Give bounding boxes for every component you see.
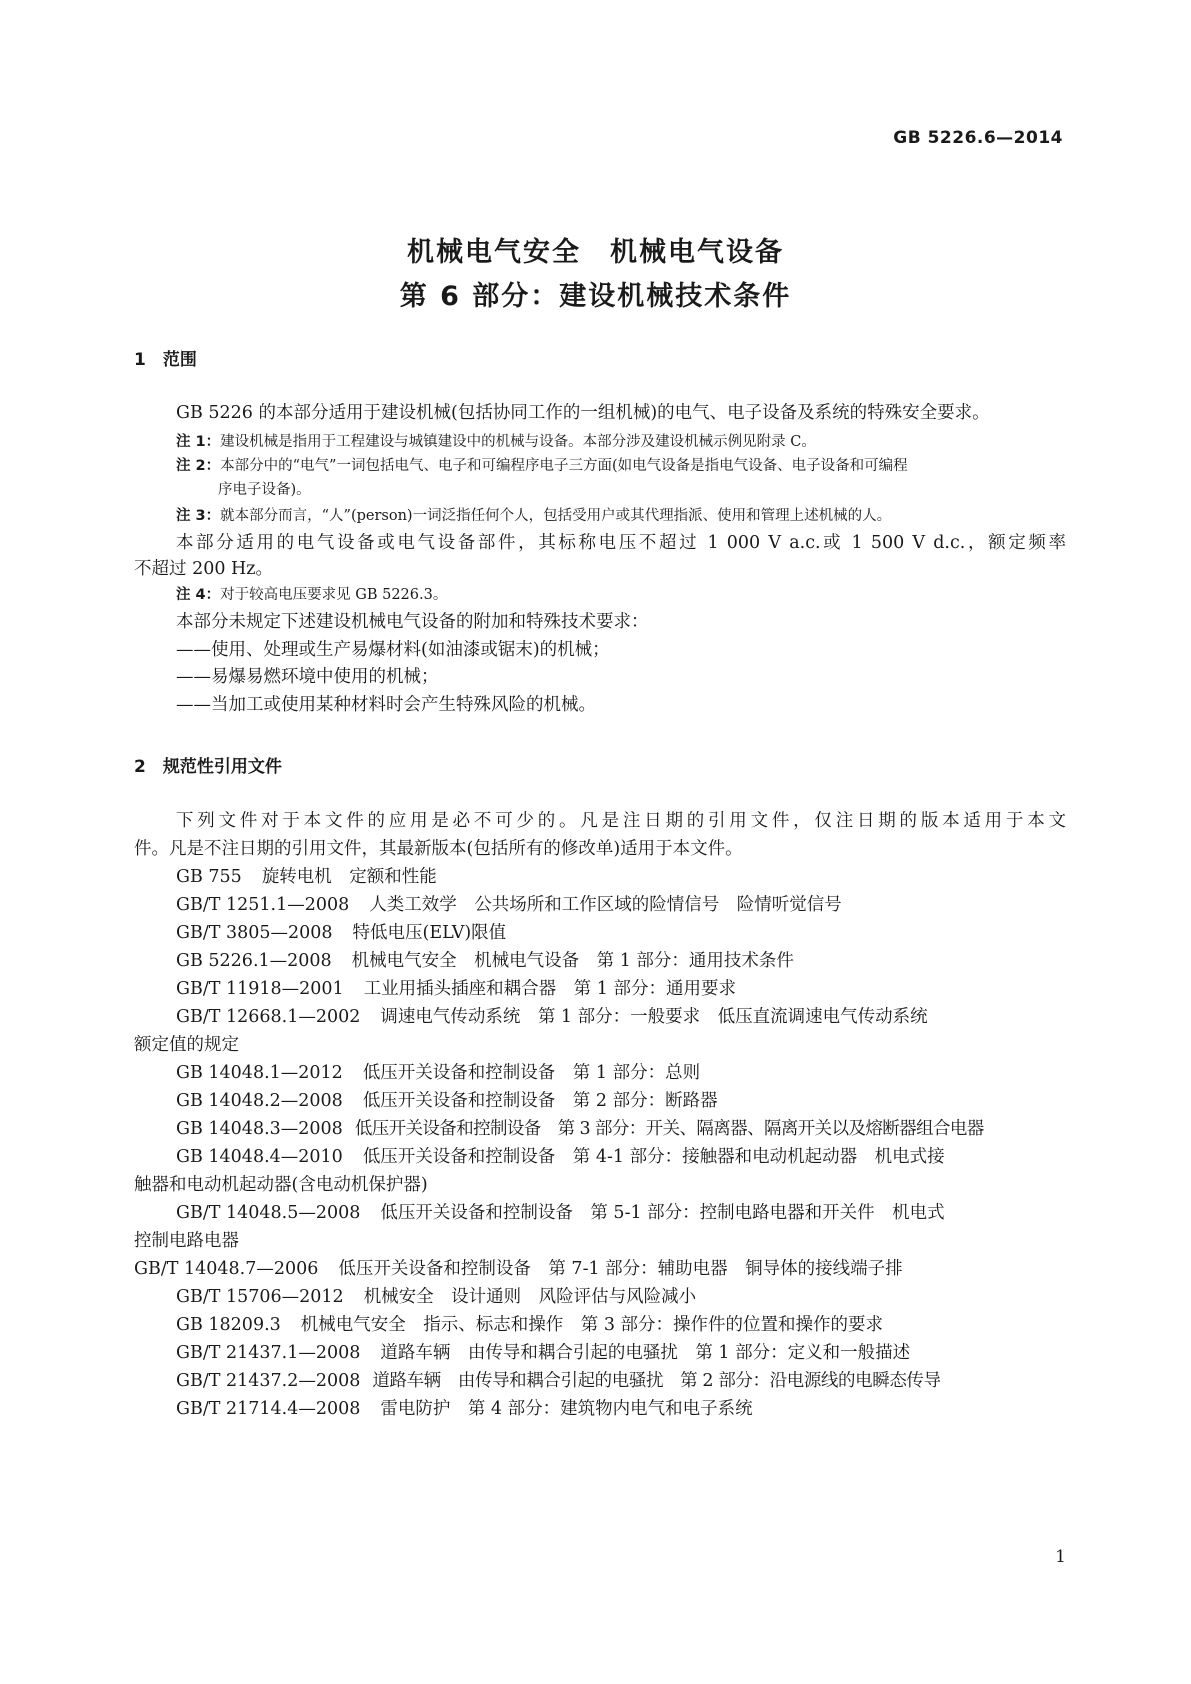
section-1-heading: 1 范围 xyxy=(134,350,197,370)
reference-item xyxy=(176,1060,1066,1086)
reference-item-continuation: 额定值的规定 xyxy=(134,1035,239,1055)
standard-code: GB 5226.6—2014 xyxy=(893,128,1063,148)
reference-title: 旋转电机 定额和性能 xyxy=(261,867,437,887)
reference-title: 机械电气安全 指示、标志和操作 第 3 部分：操作件的位置和操作的要求 xyxy=(300,1315,884,1335)
exclusion-intro: 本部分未规定下述建设机械电气设备的附加和特殊技术要求： xyxy=(176,612,649,632)
reference-title: 低压开关设备和控制设备 第 3 部分：开关、隔离器、隔离开关以及熔断器组合电器 xyxy=(354,1119,984,1139)
reference-code: GB 14048.2—2008 xyxy=(176,1091,343,1111)
document-title-line-2: 第 6 部分：建设机械技术条件 xyxy=(399,281,792,312)
reference-title: 特低电压(ELV)限值 xyxy=(352,923,507,943)
reference-item xyxy=(176,1284,1066,1310)
references-intro-line-1: 下列文件对于本文件的应用是必不可少的。凡是注日期的引用文件，仅注日期的版本适用于本文 xyxy=(176,811,1066,831)
reference-code: GB/T 14048.7—2006 xyxy=(134,1259,319,1279)
reference-title: 低压开关设备和控制设备 第 7-1 部分：辅助电器 铜导体的接线端子排 xyxy=(338,1259,903,1279)
page-number: 1 xyxy=(1055,1547,1066,1567)
reference-item xyxy=(176,892,1066,918)
note-4-text: 对于较高电压要求见 GB 5226.3。 xyxy=(220,587,448,603)
reference-code: GB/T 12668.1—2002 xyxy=(176,1007,361,1027)
reference-title: 道路车辆 由传导和耦合引起的电骚扰 第 2 部分：沿电源线的电瞬态传导 xyxy=(372,1371,941,1391)
note-1 xyxy=(176,431,1066,453)
note-2-text: 本部分中的“电气”一词包括电气、电子和可编程序电子三方面(如电气设备是指电气设备、电子设备和可编程 xyxy=(220,458,908,474)
reference-title: 低压开关设备和控制设备 第 2 部分：断路器 xyxy=(362,1091,718,1111)
reference-code: GB 5226.1—2008 xyxy=(176,951,332,971)
reference-code: GB 14048.1—2012 xyxy=(176,1063,343,1083)
note-3 xyxy=(176,505,1066,527)
reference-code: GB 14048.4—2010 xyxy=(176,1147,343,1167)
reference-title: 低压开关设备和控制设备 第 4-1 部分：接触器和电动机起动器 机电式接 xyxy=(362,1147,945,1167)
reference-title: 调速电气传动系统 第 1 部分：一般要求 低压直流调速电气传动系统 xyxy=(380,1007,928,1027)
reference-item xyxy=(176,1004,1066,1030)
reference-code: GB/T 21437.1—2008 xyxy=(176,1343,361,1363)
reference-item xyxy=(176,1340,1066,1366)
reference-title: 人类工效学 公共场所和工作区域的险情信号 险情听觉信号 xyxy=(369,895,842,915)
reference-code: GB/T 3805—2008 xyxy=(176,923,333,943)
scope-paragraph: GB 5226 的本部分适用于建设机械(包括协同工作的一组机械)的电气、电子设备及系统的特殊安全要求。 xyxy=(176,403,990,423)
reference-item xyxy=(176,1116,1066,1142)
exclusion-item-3: ——当加工或使用某种材料时会产生特殊风险的机械。 xyxy=(176,695,596,715)
note-2-continuation: 序电子设备)。 xyxy=(218,482,311,498)
note-3-text: 就本部分而言，“人”(person)一词泛指任何个人，包括受用户或其代理指派、使用和管理上述机械的人。 xyxy=(220,508,892,524)
note-4 xyxy=(176,584,1066,606)
note-1-label: 注 1： xyxy=(176,434,221,450)
reference-title: 机械电气安全 机械电气设备 第 1 部分：通用技术条件 xyxy=(351,951,794,971)
reference-item xyxy=(176,1396,1066,1422)
reference-item xyxy=(176,976,1066,1002)
reference-code: GB/T 15706—2012 xyxy=(176,1287,344,1307)
reference-item xyxy=(176,948,1066,974)
exclusion-item-1: ——使用、处理或生产易爆材料(如油漆或锯末)的机械； xyxy=(176,640,610,660)
section-2-heading: 2 规范性引用文件 xyxy=(134,757,282,777)
reference-code: GB/T 1251.1—2008 xyxy=(176,895,350,915)
reference-item xyxy=(176,1144,1066,1170)
reference-title: 低压开关设备和控制设备 第 1 部分：总则 xyxy=(362,1063,701,1083)
reference-code: GB 14048.3—2008 xyxy=(176,1119,343,1139)
reference-item-continuation: 控制电路电器 xyxy=(134,1231,239,1251)
note-2-label: 注 2： xyxy=(176,458,221,474)
reference-title: 道路车辆 由传导和耦合引起的电骚扰 第 1 部分：定义和一般描述 xyxy=(380,1343,911,1363)
reference-item xyxy=(176,1088,1066,1114)
reference-code: GB/T 11918—2001 xyxy=(176,979,344,999)
reference-title: 工业用插头插座和耦合器 第 1 部分：通用要求 xyxy=(363,979,736,999)
reference-item xyxy=(176,864,1066,890)
reference-item xyxy=(176,920,1066,946)
reference-item xyxy=(176,1200,1066,1226)
document-title-line-1: 机械电气安全 机械电气设备 xyxy=(407,237,784,268)
reference-item xyxy=(176,1368,1066,1394)
reference-item xyxy=(176,1312,1066,1338)
note-4-label: 注 4： xyxy=(176,587,221,603)
reference-title: 雷电防护 第 4 部分：建筑物内电气和电子系统 xyxy=(380,1399,753,1419)
reference-code: GB/T 14048.5—2008 xyxy=(176,1203,361,1223)
reference-item-continuation: 触器和电动机起动器(含电动机保护器) xyxy=(134,1175,428,1195)
reference-title: 低压开关设备和控制设备 第 5-1 部分：控制电路电器和开关件 机电式 xyxy=(380,1203,945,1223)
reference-code: GB/T 21714.4—2008 xyxy=(176,1399,361,1419)
exclusion-item-2: ——易爆易燃环境中使用的机械； xyxy=(176,667,439,687)
reference-code: GB 18209.3 xyxy=(176,1315,281,1335)
voltage-paragraph-line-1: 本部分适用的电气设备或电气设备部件，其标称电压不超过 1 000 V a.c.或 1 500 V d.c.，额定频率 xyxy=(176,533,1066,553)
note-2 xyxy=(176,455,1066,477)
note-3-label: 注 3： xyxy=(176,508,221,524)
note-1-text: 建设机械是指用于工程建设与城镇建设中的机械与设备。本部分涉及建设机械示例见附录 C。 xyxy=(220,434,816,450)
reference-item xyxy=(134,1256,1064,1282)
voltage-paragraph-line-2: 不超过 200 Hz。 xyxy=(134,559,274,579)
references-intro-line-2: 件。凡是不注日期的引用文件，其最新版本(包括所有的修改单)适用于本文件。 xyxy=(134,839,743,859)
reference-code: GB/T 21437.2—2008 xyxy=(176,1371,361,1391)
reference-title: 机械安全 设计通则 风险评估与风险减小 xyxy=(363,1287,697,1307)
reference-code: GB 755 xyxy=(176,867,242,887)
